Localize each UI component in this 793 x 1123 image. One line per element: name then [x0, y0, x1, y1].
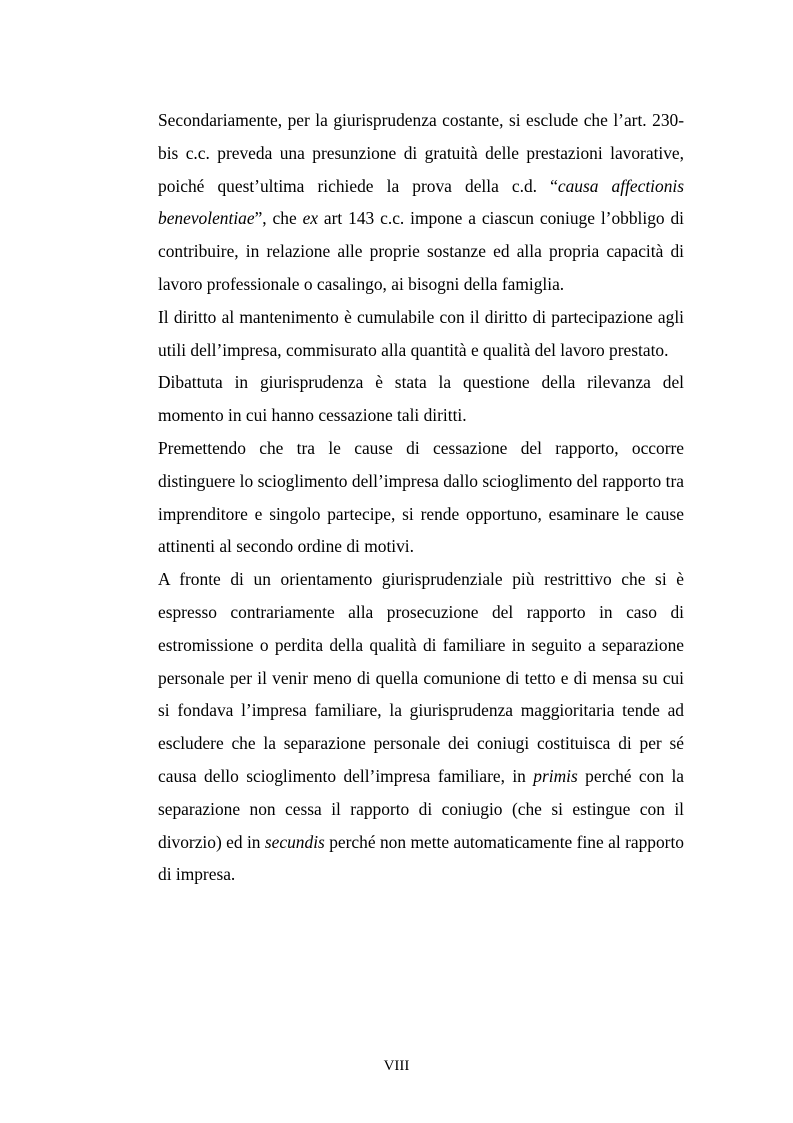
text-run: perché non mette automaticamente fine al rapporto di impresa. [158, 831, 684, 885]
body-text [158, 104, 684, 891]
text-run: Secondariamente, per la giurisprudenza costante, si esclude che l’art. 230-bis c.c. preveda una presunzione di gratuità delle prestazioni lavorative, poiché quest’ultima richiede la prova della c.d. “ [158, 110, 684, 196]
italic-term: secundis [264, 831, 325, 852]
paragraph-separation [158, 563, 684, 891]
italic-term: primis [533, 765, 578, 786]
text-run: A fronte di un orientamento giurisprudenziale più restrittivo che si è espresso contrariamente alla prosecuzione del rapporto in caso di estromissione o perdita della qualità di familiare in seguito a separazione personale per il venir meno di quella comunione di tetto e di mensa su cui si fondava l’impresa familiare, la giurisprudenza maggioritaria tende ad escludere che la separazione personale dei coniugi costituisca di per sé causa dello scioglimento dell’impresa familiare, in [158, 569, 684, 786]
text-run: art 143 c.c. impone a ciascun coniuge l’obbligo di contribuire, in relazione alle proprie sostanze ed alla propria capacità di lavoro professionale o casalingo, ai bisogni della famiglia. [158, 208, 684, 294]
paragraph-gratuity [158, 104, 684, 301]
paragraph-maintenance: Il diritto al mantenimento è cumulabile con il diritto di partecipazione agli utili dell’impresa, commisurato alla quantità e qualità del lavoro prestato. [158, 306, 684, 360]
paragraph-debate: Dibattuta in giurisprudenza è stata la questione della rilevanza del momento in cui hanno cessazione tali diritti. [158, 372, 684, 426]
italic-term: causa affectionis benevolentiae [158, 175, 684, 229]
text-run: perché con la separazione non cessa il rapporto di coniugio (che si estingue con il divorzio) ed in [158, 765, 684, 852]
text-run: ”, che [254, 208, 303, 229]
paragraph-cessation: Premettendo che tra le cause di cessazione del rapporto, occorre distinguere lo scioglimento dell’impresa dallo scioglimento del rapporto tra imprenditore e singolo partecipe, si rende opportuno, esaminare le cause attinenti al secondo ordine di motivi. [158, 437, 684, 557]
italic-term: ex [302, 208, 319, 229]
page-number: VIII [383, 1058, 410, 1074]
